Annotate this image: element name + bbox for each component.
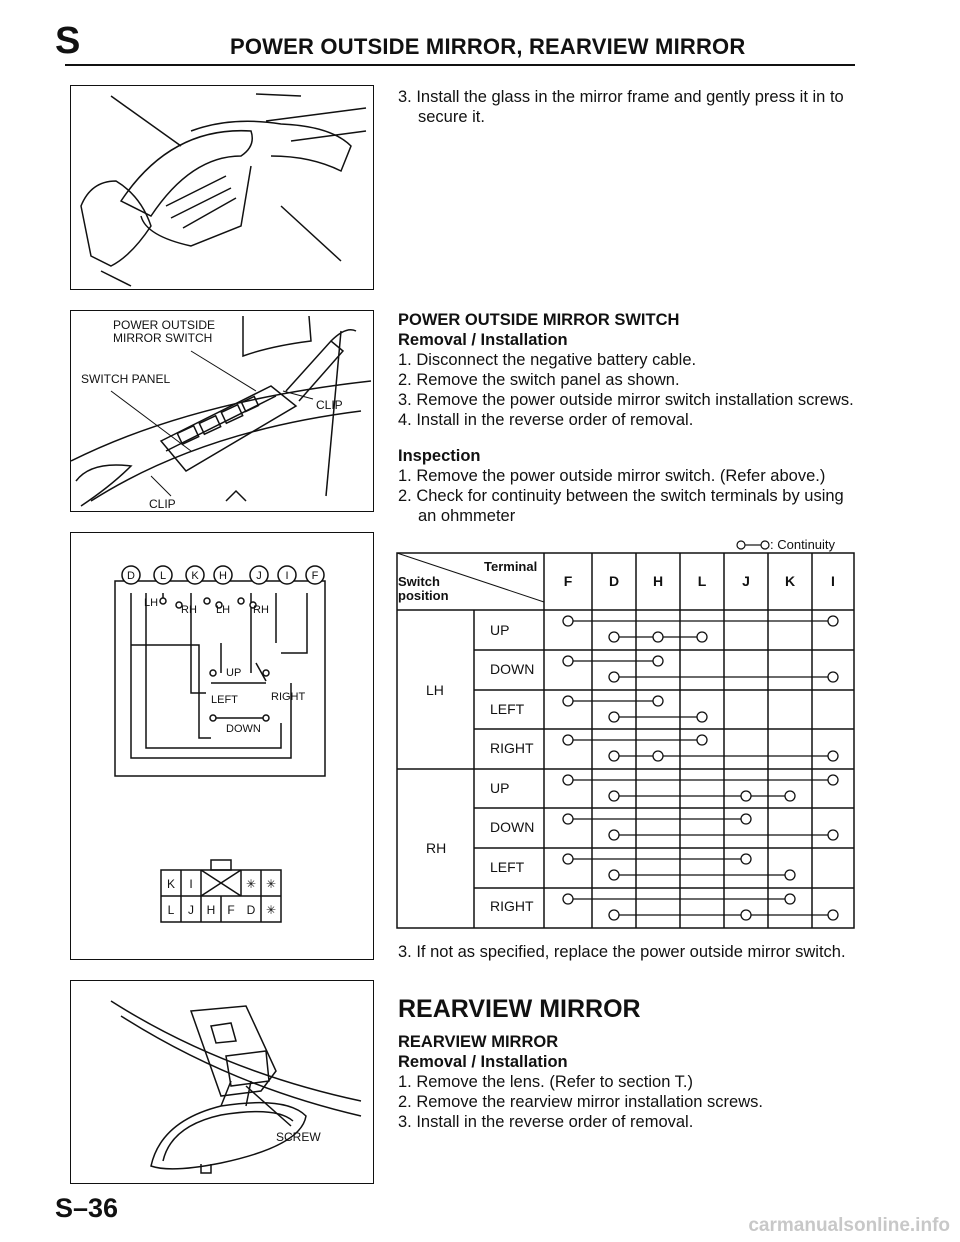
col-j: J: [742, 573, 750, 589]
continuity-terminal-dot: [828, 672, 838, 682]
label-lh-1: LH: [144, 597, 159, 609]
continuity-terminal-dot: [785, 894, 795, 904]
continuity-legend: [736, 537, 835, 552]
pin-blank-3: ✳: [265, 903, 277, 917]
switch-heading: POWER OUTSIDE MIRROR SWITCH: [398, 311, 680, 329]
page-title: POWER OUTSIDE MIRROR, REARVIEW MIRROR: [230, 34, 746, 59]
col-k: K: [784, 573, 796, 589]
continuity-terminal-dot: [563, 735, 573, 745]
figure-rearview-mirror: [70, 980, 374, 1184]
header-terminal: Terminal: [484, 559, 538, 574]
continuity-terminal-dot: [609, 712, 619, 722]
pin-l: L: [167, 903, 175, 917]
label-screw: SCREW: [276, 1130, 321, 1144]
col-f: F: [563, 573, 573, 589]
continuity-legend-label: : Continuity: [770, 537, 836, 552]
continuity-terminal-dot: [563, 854, 573, 864]
rearview-section: [398, 994, 858, 1132]
group-lh: LH: [426, 682, 444, 698]
col-l: L: [697, 573, 707, 589]
continuity-terminal-dot: [609, 791, 619, 801]
label-rh-1: RH: [181, 604, 197, 616]
continuity-terminal-dot: [697, 735, 707, 745]
continuity-terminal-dot: [741, 854, 751, 864]
inspection-step: 2. Check for continuity between the switch terminals by using an ohmmeter: [398, 487, 844, 525]
continuity-terminal-dot: [653, 751, 663, 761]
pin-f: F: [227, 903, 235, 917]
continuity-terminal-dot: [785, 870, 795, 880]
continuity-terminal-dot: [741, 910, 751, 920]
header-switch: Switch: [398, 574, 440, 589]
terminal-d: D: [127, 570, 135, 582]
figure-switch-panel: [70, 310, 374, 512]
row-lh-up: UP: [490, 622, 510, 638]
pin-blank-1: ✳: [245, 877, 257, 891]
row-rh-up: UP: [490, 780, 510, 796]
group-rh: RH: [426, 840, 447, 856]
label-down: DOWN: [226, 723, 261, 735]
pin-j: J: [188, 903, 194, 917]
continuity-terminal-dot: [741, 814, 751, 824]
row-rh-down: DOWN: [490, 819, 535, 835]
terminal-k: K: [191, 570, 199, 582]
continuity-symbol-icon: [736, 539, 770, 551]
label-clip-bottom: CLIP: [149, 497, 176, 511]
continuity-terminal-dot: [741, 791, 751, 801]
inspection-heading: Inspection: [398, 447, 481, 465]
page-number: S–36: [55, 1193, 119, 1223]
label-rh-2: RH: [253, 604, 269, 616]
label-lh-2: LH: [216, 604, 231, 616]
switch-subheading: Removal / Installation: [398, 331, 568, 349]
continuity-terminal-dot: [828, 616, 838, 626]
switch-section: [398, 310, 858, 526]
watermark: carmanualsonline.info: [748, 1215, 950, 1236]
col-i: I: [831, 573, 835, 589]
row-lh-left: LEFT: [490, 701, 525, 717]
row-rh-left: LEFT: [490, 859, 525, 875]
label-switch-panel: SWITCH PANEL: [81, 372, 171, 386]
replace-switch-text: 3. If not as specified, replace the power outside mirror switch.: [398, 943, 846, 961]
pin-d: D: [246, 903, 256, 917]
continuity-terminal-dot: [653, 632, 663, 642]
switch-panel-illustration: [71, 311, 373, 511]
terminal-l: L: [159, 570, 167, 582]
continuity-terminal-dot: [563, 696, 573, 706]
figure-switch-wiring: [70, 532, 374, 960]
col-d: D: [608, 573, 620, 589]
switch-step: 4. Install in the reverse order of removal.: [398, 411, 694, 429]
inspection-step: 1. Remove the power outside mirror switch. (Refer above.): [398, 467, 826, 485]
rearview-big-heading: REARVIEW MIRROR: [398, 995, 641, 1023]
switch-step: 3. Remove the power outside mirror switch installation screws.: [398, 391, 854, 409]
terminal-i: I: [285, 570, 289, 582]
pin-h: H: [206, 903, 216, 917]
continuity-terminal-dot: [828, 910, 838, 920]
continuity-terminal-dot: [563, 616, 573, 626]
row-rh-right: RIGHT: [490, 898, 534, 914]
step-install-glass: [398, 87, 858, 127]
replace-switch-step: [398, 942, 858, 962]
terminal-f: F: [311, 570, 319, 582]
continuity-terminal-dot: [828, 830, 838, 840]
continuity-terminal-dot: [697, 632, 707, 642]
header-position: position: [398, 588, 449, 603]
mirror-glass-illustration: [71, 86, 373, 289]
switch-step: 2. Remove the switch panel as shown.: [398, 371, 680, 389]
rearview-subheading: Removal / Installation: [398, 1053, 568, 1071]
section-letter: S: [55, 20, 81, 62]
col-h: H: [652, 573, 664, 589]
continuity-table: [396, 552, 856, 930]
row-lh-down: DOWN: [490, 661, 535, 677]
install-glass-text: 3. Install the glass in the mirror frame and gently press it in to secure it.: [398, 88, 844, 126]
switch-wiring-diagram: [71, 533, 373, 959]
label-up: UP: [226, 667, 242, 679]
pin-blank-2: ✳: [265, 877, 277, 891]
rearview-step: 2. Remove the rearview mirror installation screws.: [398, 1093, 763, 1111]
label-mirror-switch: MIRROR SWITCH: [113, 331, 213, 345]
continuity-terminal-dot: [609, 870, 619, 880]
continuity-terminal-dot: [609, 751, 619, 761]
label-clip-right: CLIP: [316, 398, 343, 412]
rearview-heading: REARVIEW MIRROR: [398, 1033, 559, 1051]
terminal-j: J: [256, 570, 262, 582]
row-lh-right: RIGHT: [490, 740, 534, 756]
continuity-terminal-dot: [653, 696, 663, 706]
label-right: RIGHT: [271, 691, 306, 703]
continuity-terminal-dot: [609, 632, 619, 642]
header-rule: [65, 64, 855, 66]
continuity-terminal-dot: [828, 751, 838, 761]
figure-mirror-glass: [70, 85, 374, 290]
continuity-terminal-dot: [563, 656, 573, 666]
continuity-terminal-dot: [697, 712, 707, 722]
continuity-terminal-dot: [563, 775, 573, 785]
terminal-h: H: [219, 570, 227, 582]
continuity-terminal-dot: [563, 814, 573, 824]
continuity-terminal-dot: [609, 672, 619, 682]
continuity-terminal-dot: [609, 910, 619, 920]
pin-i: I: [189, 877, 193, 891]
rearview-step: 3. Install in the reverse order of removal.: [398, 1113, 694, 1131]
label-left: LEFT: [211, 694, 238, 706]
continuity-terminal-dot: [653, 656, 663, 666]
continuity-terminal-dot: [563, 894, 573, 904]
label-power-outside: POWER OUTSIDE: [113, 318, 216, 332]
rearview-mirror-illustration: [71, 981, 373, 1183]
continuity-terminal-dot: [785, 791, 795, 801]
switch-step: 1. Disconnect the negative battery cable.: [398, 351, 697, 369]
continuity-terminal-dot: [609, 830, 619, 840]
pin-k: K: [166, 877, 176, 891]
continuity-terminal-dot: [828, 775, 838, 785]
rearview-step: 1. Remove the lens. (Refer to section T.): [398, 1073, 693, 1091]
continuity-marks: [563, 616, 838, 920]
